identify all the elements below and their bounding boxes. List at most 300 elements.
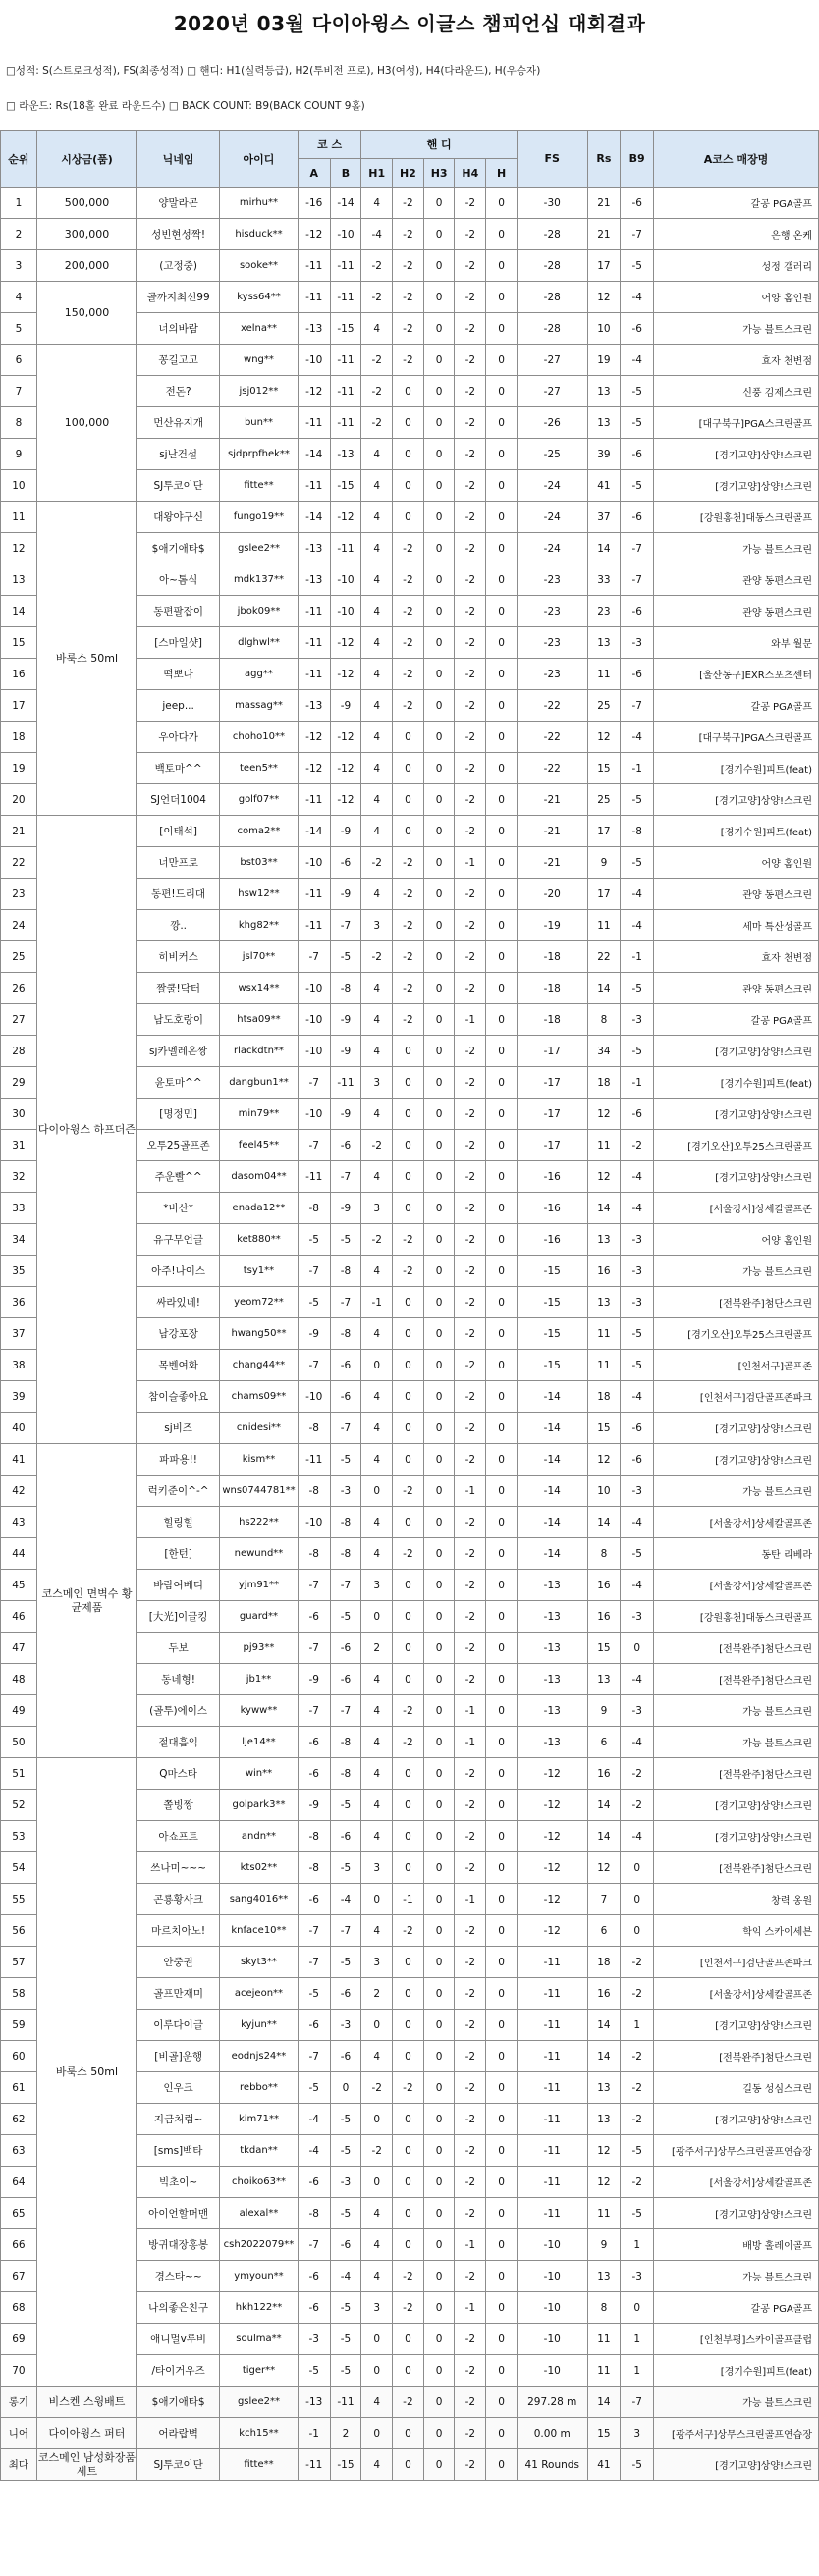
shop-cell: 신풍 김제스크린 xyxy=(654,376,819,407)
h3-cell: 0 xyxy=(423,659,455,690)
h3-cell: 0 xyxy=(423,1664,455,1695)
header-b9: B9 xyxy=(621,131,654,188)
rs-cell: 12 xyxy=(587,282,621,313)
shop-cell: 동탄 리베라 xyxy=(654,1538,819,1570)
b-cell: -8 xyxy=(330,1507,361,1538)
nickname-cell: 히비커스 xyxy=(137,941,220,973)
id-cell: bun** xyxy=(220,407,299,439)
rank-cell: 32 xyxy=(1,1161,37,1193)
b-cell: -5 xyxy=(330,1790,361,1821)
b9-cell: -6 xyxy=(621,1413,654,1444)
shop-cell: [경기수원]피트(feat) xyxy=(654,1067,819,1099)
nickname-cell: 나의좋은친구 xyxy=(137,2292,220,2324)
id-cell: hisduck** xyxy=(220,219,299,250)
h3-cell: 0 xyxy=(423,2229,455,2261)
b-cell: -10 xyxy=(330,596,361,627)
h2-cell: -2 xyxy=(393,188,424,219)
b-cell: 0 xyxy=(330,2072,361,2104)
h4-cell: -2 xyxy=(455,1036,486,1067)
h-cell: 0 xyxy=(486,1287,518,1318)
h3-cell: 0 xyxy=(423,1695,455,1727)
nickname-cell: 골까지최선99 xyxy=(137,282,220,313)
b9-cell: 1 xyxy=(621,2229,654,2261)
h1-cell: 4 xyxy=(361,816,393,847)
b9-cell: -4 xyxy=(621,1193,654,1224)
table-row xyxy=(1,502,819,533)
rank-cell: 42 xyxy=(1,1476,37,1507)
rank-cell: 21 xyxy=(1,816,37,847)
fs-cell: -13 xyxy=(517,1601,587,1633)
a-cell: -9 xyxy=(298,1790,330,1821)
h4-cell: -2 xyxy=(455,1287,486,1318)
h-cell: 0 xyxy=(486,1350,518,1381)
h1-cell: 4 xyxy=(361,784,393,816)
rs-cell: 13 xyxy=(587,627,621,659)
id-cell: kch15** xyxy=(220,2418,299,2449)
h2-cell: 0 xyxy=(393,1067,424,1099)
h4-cell: -2 xyxy=(455,753,486,784)
h3-cell: 0 xyxy=(423,847,455,879)
fs-cell: -10 xyxy=(517,2229,587,2261)
nickname-cell: 경스타~~ xyxy=(137,2261,220,2292)
rank-cell: 59 xyxy=(1,2010,37,2041)
b9-cell: -1 xyxy=(621,1067,654,1099)
nickname-cell: 빅초이~ xyxy=(137,2167,220,2198)
id-cell: feel45** xyxy=(220,1130,299,1161)
fs-cell: -11 xyxy=(517,2135,587,2167)
shop-cell: [경기오산]오투25스크린골프 xyxy=(654,1318,819,1350)
b9-cell: -4 xyxy=(621,1570,654,1601)
rs-cell: 8 xyxy=(587,1004,621,1036)
fs-cell: -10 xyxy=(517,2324,587,2355)
b9-cell: -5 xyxy=(621,1036,654,1067)
h3-cell: 0 xyxy=(423,2292,455,2324)
h1-cell: 4 xyxy=(361,502,393,533)
h-cell: 0 xyxy=(486,2104,518,2135)
h2-cell: 0 xyxy=(393,1413,424,1444)
rs-cell: 17 xyxy=(587,816,621,847)
b9-cell: -4 xyxy=(621,910,654,941)
h3-cell: 0 xyxy=(423,1099,455,1130)
rs-cell: 12 xyxy=(587,2167,621,2198)
h3-cell: 0 xyxy=(423,1067,455,1099)
h4-cell: -1 xyxy=(455,847,486,879)
h-cell: 0 xyxy=(486,564,518,596)
h2-cell: -2 xyxy=(393,313,424,345)
h-cell: 0 xyxy=(486,2198,518,2229)
nickname-cell: jeep... xyxy=(137,690,220,722)
rank-cell: 69 xyxy=(1,2324,37,2355)
h3-cell: 0 xyxy=(423,816,455,847)
h3-cell: 0 xyxy=(423,2041,455,2072)
rank-cell: 34 xyxy=(1,1224,37,1256)
id-cell: gslee2** xyxy=(220,533,299,564)
a-cell: -10 xyxy=(298,345,330,376)
rs-cell: 23 xyxy=(587,596,621,627)
rs-cell: 16 xyxy=(587,1570,621,1601)
h4-cell: -2 xyxy=(455,2010,486,2041)
h4-cell: -2 xyxy=(455,1224,486,1256)
nickname-cell: 유구무언글 xyxy=(137,1224,220,1256)
shop-cell: [서울강서]상세칼골프존 xyxy=(654,1193,819,1224)
h2-cell: 0 xyxy=(393,1633,424,1664)
h2-cell: 0 xyxy=(393,2010,424,2041)
b-cell: -6 xyxy=(330,1821,361,1852)
h3-cell: 0 xyxy=(423,627,455,659)
h4-cell: -2 xyxy=(455,2167,486,2198)
h3-cell: 0 xyxy=(423,1036,455,1067)
h1-cell: 0 xyxy=(361,2010,393,2041)
h4-cell: -1 xyxy=(455,1727,486,1758)
rank-cell: 24 xyxy=(1,910,37,941)
shop-cell: [광주서구]상무스크린골프연습장 xyxy=(654,2418,819,2449)
rs-cell: 11 xyxy=(587,1130,621,1161)
h3-cell: 0 xyxy=(423,376,455,407)
rs-cell: 39 xyxy=(587,439,621,470)
h2-cell: 0 xyxy=(393,1099,424,1130)
rs-cell: 9 xyxy=(587,847,621,879)
h-cell: 0 xyxy=(486,1664,518,1695)
a-cell: -4 xyxy=(298,2135,330,2167)
h2-cell: 0 xyxy=(393,407,424,439)
shop-cell: 성정 갤러리 xyxy=(654,250,819,282)
prize-cell: 비스켄 스윙배트 xyxy=(36,2387,136,2418)
h4-cell: -2 xyxy=(455,1570,486,1601)
b-cell: -9 xyxy=(330,1036,361,1067)
b9-cell: -4 xyxy=(621,1381,654,1413)
h-cell: 0 xyxy=(486,250,518,282)
id-cell: dasom04** xyxy=(220,1161,299,1193)
h4-cell: -2 xyxy=(455,1193,486,1224)
rank-cell: 22 xyxy=(1,847,37,879)
shop-cell: [경기고양]상양!스크린 xyxy=(654,784,819,816)
h1-cell: 4 xyxy=(361,690,393,722)
h1-cell: 4 xyxy=(361,1036,393,1067)
id-cell: agg** xyxy=(220,659,299,690)
a-cell: -10 xyxy=(298,1507,330,1538)
nickname-cell: [명정민] xyxy=(137,1099,220,1130)
h3-cell: 0 xyxy=(423,188,455,219)
b9-cell: -3 xyxy=(621,1256,654,1287)
shop-cell: [강원홍천]대동스크린골프 xyxy=(654,502,819,533)
h2-cell: 0 xyxy=(393,1664,424,1695)
shop-cell: [서울강서]상세칼골프존 xyxy=(654,2167,819,2198)
rank-cell: 19 xyxy=(1,753,37,784)
nickname-cell: 성빈현성짝! xyxy=(137,219,220,250)
h1-cell: 4 xyxy=(361,1318,393,1350)
a-cell: -11 xyxy=(298,470,330,502)
a-cell: -7 xyxy=(298,2229,330,2261)
table-row xyxy=(1,345,819,376)
a-cell: -8 xyxy=(298,2198,330,2229)
a-cell: -11 xyxy=(298,1161,330,1193)
h2-cell: -2 xyxy=(393,596,424,627)
rs-cell: 15 xyxy=(587,2418,621,2449)
b-cell: -5 xyxy=(330,2135,361,2167)
h4-cell: -2 xyxy=(455,219,486,250)
shop-cell: [인천서구]골프존 xyxy=(654,1350,819,1381)
rs-cell: 7 xyxy=(587,1884,621,1915)
h3-cell: 0 xyxy=(423,2355,455,2387)
id-cell: choiko63** xyxy=(220,2167,299,2198)
a-cell: -10 xyxy=(298,973,330,1004)
a-cell: -11 xyxy=(298,1444,330,1476)
a-cell: -11 xyxy=(298,250,330,282)
shop-cell: [경기고양]상양!스크린 xyxy=(654,1444,819,1476)
b-cell: -3 xyxy=(330,1476,361,1507)
b-cell: -11 xyxy=(330,2387,361,2418)
a-cell: -7 xyxy=(298,1570,330,1601)
id-cell: win** xyxy=(220,1758,299,1790)
h4-cell: -2 xyxy=(455,502,486,533)
fs-cell: -23 xyxy=(517,564,587,596)
h3-cell: 0 xyxy=(423,1444,455,1476)
rank-cell: 18 xyxy=(1,722,37,753)
b9-cell: -4 xyxy=(621,345,654,376)
a-cell: -8 xyxy=(298,1193,330,1224)
fs-cell: -14 xyxy=(517,1444,587,1476)
fs-cell: -28 xyxy=(517,313,587,345)
b9-cell: 0 xyxy=(621,1915,654,1947)
b-cell: -15 xyxy=(330,2449,361,2481)
b9-cell: -3 xyxy=(621,1476,654,1507)
h-cell: 0 xyxy=(486,596,518,627)
rs-cell: 15 xyxy=(587,1413,621,1444)
nickname-cell: 꽁길고고 xyxy=(137,345,220,376)
rank-cell: 66 xyxy=(1,2229,37,2261)
shop-cell: 어양 홈인원 xyxy=(654,282,819,313)
b9-cell: -4 xyxy=(621,722,654,753)
rank-cell: 50 xyxy=(1,1727,37,1758)
id-cell: ket880** xyxy=(220,1224,299,1256)
rs-cell: 18 xyxy=(587,1947,621,1978)
shop-cell: 관양 동편스크린 xyxy=(654,564,819,596)
h-cell: 0 xyxy=(486,2324,518,2355)
h4-cell: -2 xyxy=(455,973,486,1004)
fs-cell: -23 xyxy=(517,596,587,627)
rank-cell: 64 xyxy=(1,2167,37,2198)
h1-cell: -2 xyxy=(361,376,393,407)
id-cell: fitte** xyxy=(220,2449,299,2481)
fs-cell: -15 xyxy=(517,1256,587,1287)
h4-cell: -2 xyxy=(455,470,486,502)
b-cell: -6 xyxy=(330,2229,361,2261)
h-cell: 0 xyxy=(486,1507,518,1538)
h2-cell: 0 xyxy=(393,1161,424,1193)
h-cell: 0 xyxy=(486,1004,518,1036)
rs-cell: 6 xyxy=(587,1727,621,1758)
header-h: H xyxy=(486,159,518,188)
b-cell: -5 xyxy=(330,941,361,973)
h-cell: 0 xyxy=(486,879,518,910)
b9-cell: -5 xyxy=(621,1538,654,1570)
rs-cell: 14 xyxy=(587,1193,621,1224)
id-cell: dangbun1** xyxy=(220,1067,299,1099)
b-cell: -9 xyxy=(330,1004,361,1036)
rs-cell: 12 xyxy=(587,2135,621,2167)
h3-cell: 0 xyxy=(423,1350,455,1381)
h1-cell: 3 xyxy=(361,1193,393,1224)
h2-cell: -2 xyxy=(393,1538,424,1570)
nickname-cell: /타이거우즈 xyxy=(137,2355,220,2387)
h2-cell: 0 xyxy=(393,2324,424,2355)
h-cell: 0 xyxy=(486,1538,518,1570)
id-cell: sooke** xyxy=(220,250,299,282)
a-cell: -10 xyxy=(298,1099,330,1130)
shop-cell: 갈공 PGA골프 xyxy=(654,690,819,722)
b9-cell: -7 xyxy=(621,690,654,722)
b-cell: -8 xyxy=(330,1727,361,1758)
fs-cell: -25 xyxy=(517,439,587,470)
shop-cell: 배방 홀레이골프 xyxy=(654,2229,819,2261)
fs-cell: -27 xyxy=(517,376,587,407)
rs-cell: 16 xyxy=(587,1256,621,1287)
h4-cell: -2 xyxy=(455,1350,486,1381)
rs-cell: 11 xyxy=(587,910,621,941)
special-award-row xyxy=(1,2418,819,2449)
id-cell: jsj012** xyxy=(220,376,299,407)
rank-cell: 47 xyxy=(1,1633,37,1664)
h1-cell: 4 xyxy=(361,659,393,690)
fs-cell: -17 xyxy=(517,1036,587,1067)
b9-cell: -3 xyxy=(621,627,654,659)
nickname-cell: 남도호랑이 xyxy=(137,1004,220,1036)
h1-cell: 0 xyxy=(361,1601,393,1633)
id-cell: fungo19** xyxy=(220,502,299,533)
shop-cell: 어양 홈인원 xyxy=(654,1224,819,1256)
nickname-cell: $애기애타$ xyxy=(137,533,220,564)
fs-cell: -24 xyxy=(517,533,587,564)
b-cell: -5 xyxy=(330,1224,361,1256)
shop-cell: 와부 월문 xyxy=(654,627,819,659)
b-cell: -9 xyxy=(330,816,361,847)
rank-cell: 56 xyxy=(1,1915,37,1947)
h-cell: 0 xyxy=(486,1444,518,1476)
b9-cell: 3 xyxy=(621,2418,654,2449)
header-rank: 순위 xyxy=(1,131,37,188)
rank-cell: 25 xyxy=(1,941,37,973)
nickname-cell: 쫄빙짱 xyxy=(137,1790,220,1821)
header-fs: FS xyxy=(517,131,587,188)
rank-cell: 67 xyxy=(1,2261,37,2292)
h-cell: 0 xyxy=(486,816,518,847)
h4-cell: -2 xyxy=(455,941,486,973)
a-cell: -5 xyxy=(298,1224,330,1256)
h-cell: 0 xyxy=(486,627,518,659)
fs-cell: 41 Rounds xyxy=(517,2449,587,2481)
fs-cell: -12 xyxy=(517,1884,587,1915)
rank-cell: 4 xyxy=(1,282,37,313)
id-cell: coma2** xyxy=(220,816,299,847)
fs-cell: -18 xyxy=(517,1004,587,1036)
a-cell: -7 xyxy=(298,1915,330,1947)
h1-cell: 4 xyxy=(361,1727,393,1758)
h-cell: 0 xyxy=(486,659,518,690)
a-cell: -11 xyxy=(298,879,330,910)
nickname-cell: 인우크 xyxy=(137,2072,220,2104)
fs-cell: -11 xyxy=(517,2072,587,2104)
b-cell: -5 xyxy=(330,1852,361,1884)
b9-cell: -2 xyxy=(621,2072,654,2104)
nickname-cell: 두보 xyxy=(137,1633,220,1664)
shop-cell: [서울강서]상세칼골프존 xyxy=(654,1978,819,2010)
a-cell: -6 xyxy=(298,1727,330,1758)
a-cell: -6 xyxy=(298,2010,330,2041)
fs-cell: -22 xyxy=(517,722,587,753)
shop-cell: [서울강서]상세칼골프존 xyxy=(654,1507,819,1538)
id-cell: hs222** xyxy=(220,1507,299,1538)
b-cell: -12 xyxy=(330,722,361,753)
id-cell: sjdprpfhek** xyxy=(220,439,299,470)
b9-cell: -2 xyxy=(621,2104,654,2135)
h1-cell: -1 xyxy=(361,1287,393,1318)
rank-cell: 61 xyxy=(1,2072,37,2104)
rank-cell: 41 xyxy=(1,1444,37,1476)
h4-cell: -2 xyxy=(455,439,486,470)
id-cell: csh2022079** xyxy=(220,2229,299,2261)
h4-cell: -2 xyxy=(455,2449,486,2481)
id-cell: xelna** xyxy=(220,313,299,345)
prize-cell: 바룩스 50ml xyxy=(36,502,136,816)
rs-cell: 17 xyxy=(587,879,621,910)
id-cell: skyt3** xyxy=(220,1947,299,1978)
a-cell: -6 xyxy=(298,2167,330,2198)
rs-cell: 12 xyxy=(587,1099,621,1130)
nickname-cell: 절대흡익 xyxy=(137,1727,220,1758)
b9-cell: -7 xyxy=(621,219,654,250)
shop-cell: 가능 블트스크린 xyxy=(654,1476,819,1507)
h4-cell: -2 xyxy=(455,1413,486,1444)
rank-cell: 55 xyxy=(1,1884,37,1915)
b9-cell: -5 xyxy=(621,376,654,407)
fs-cell: -22 xyxy=(517,690,587,722)
nickname-cell: 아쇼프트 xyxy=(137,1821,220,1852)
rank-cell: 70 xyxy=(1,2355,37,2387)
rs-cell: 10 xyxy=(587,313,621,345)
id-cell: dlghwl** xyxy=(220,627,299,659)
h-cell: 0 xyxy=(486,1758,518,1790)
a-cell: -9 xyxy=(298,1318,330,1350)
rs-cell: 12 xyxy=(587,1161,621,1193)
h2-cell: 0 xyxy=(393,470,424,502)
id-cell: enada12** xyxy=(220,1193,299,1224)
h1-cell: 4 xyxy=(361,753,393,784)
h2-cell: 0 xyxy=(393,2041,424,2072)
b9-cell: -5 xyxy=(621,2198,654,2229)
nickname-cell: 떡뽀다 xyxy=(137,659,220,690)
id-cell: yeom72** xyxy=(220,1287,299,1318)
rank-cell: 60 xyxy=(1,2041,37,2072)
h1-cell: 3 xyxy=(361,1570,393,1601)
h-cell: 0 xyxy=(486,1790,518,1821)
h2-cell: -2 xyxy=(393,659,424,690)
h4-cell: -2 xyxy=(455,659,486,690)
h2-cell: -2 xyxy=(393,1695,424,1727)
h1-cell: 4 xyxy=(361,2229,393,2261)
fs-cell: -15 xyxy=(517,1318,587,1350)
fs-cell: -17 xyxy=(517,1067,587,1099)
h3-cell: 0 xyxy=(423,1633,455,1664)
rank-cell: 45 xyxy=(1,1570,37,1601)
h-cell: 0 xyxy=(486,2167,518,2198)
rs-cell: 16 xyxy=(587,1978,621,2010)
rs-cell: 9 xyxy=(587,2229,621,2261)
h-cell: 0 xyxy=(486,1099,518,1130)
h1-cell: -2 xyxy=(361,2135,393,2167)
nickname-cell: [스마일샷] xyxy=(137,627,220,659)
h2-cell: 0 xyxy=(393,376,424,407)
award-type-cell: 롱기 xyxy=(1,2387,37,2418)
